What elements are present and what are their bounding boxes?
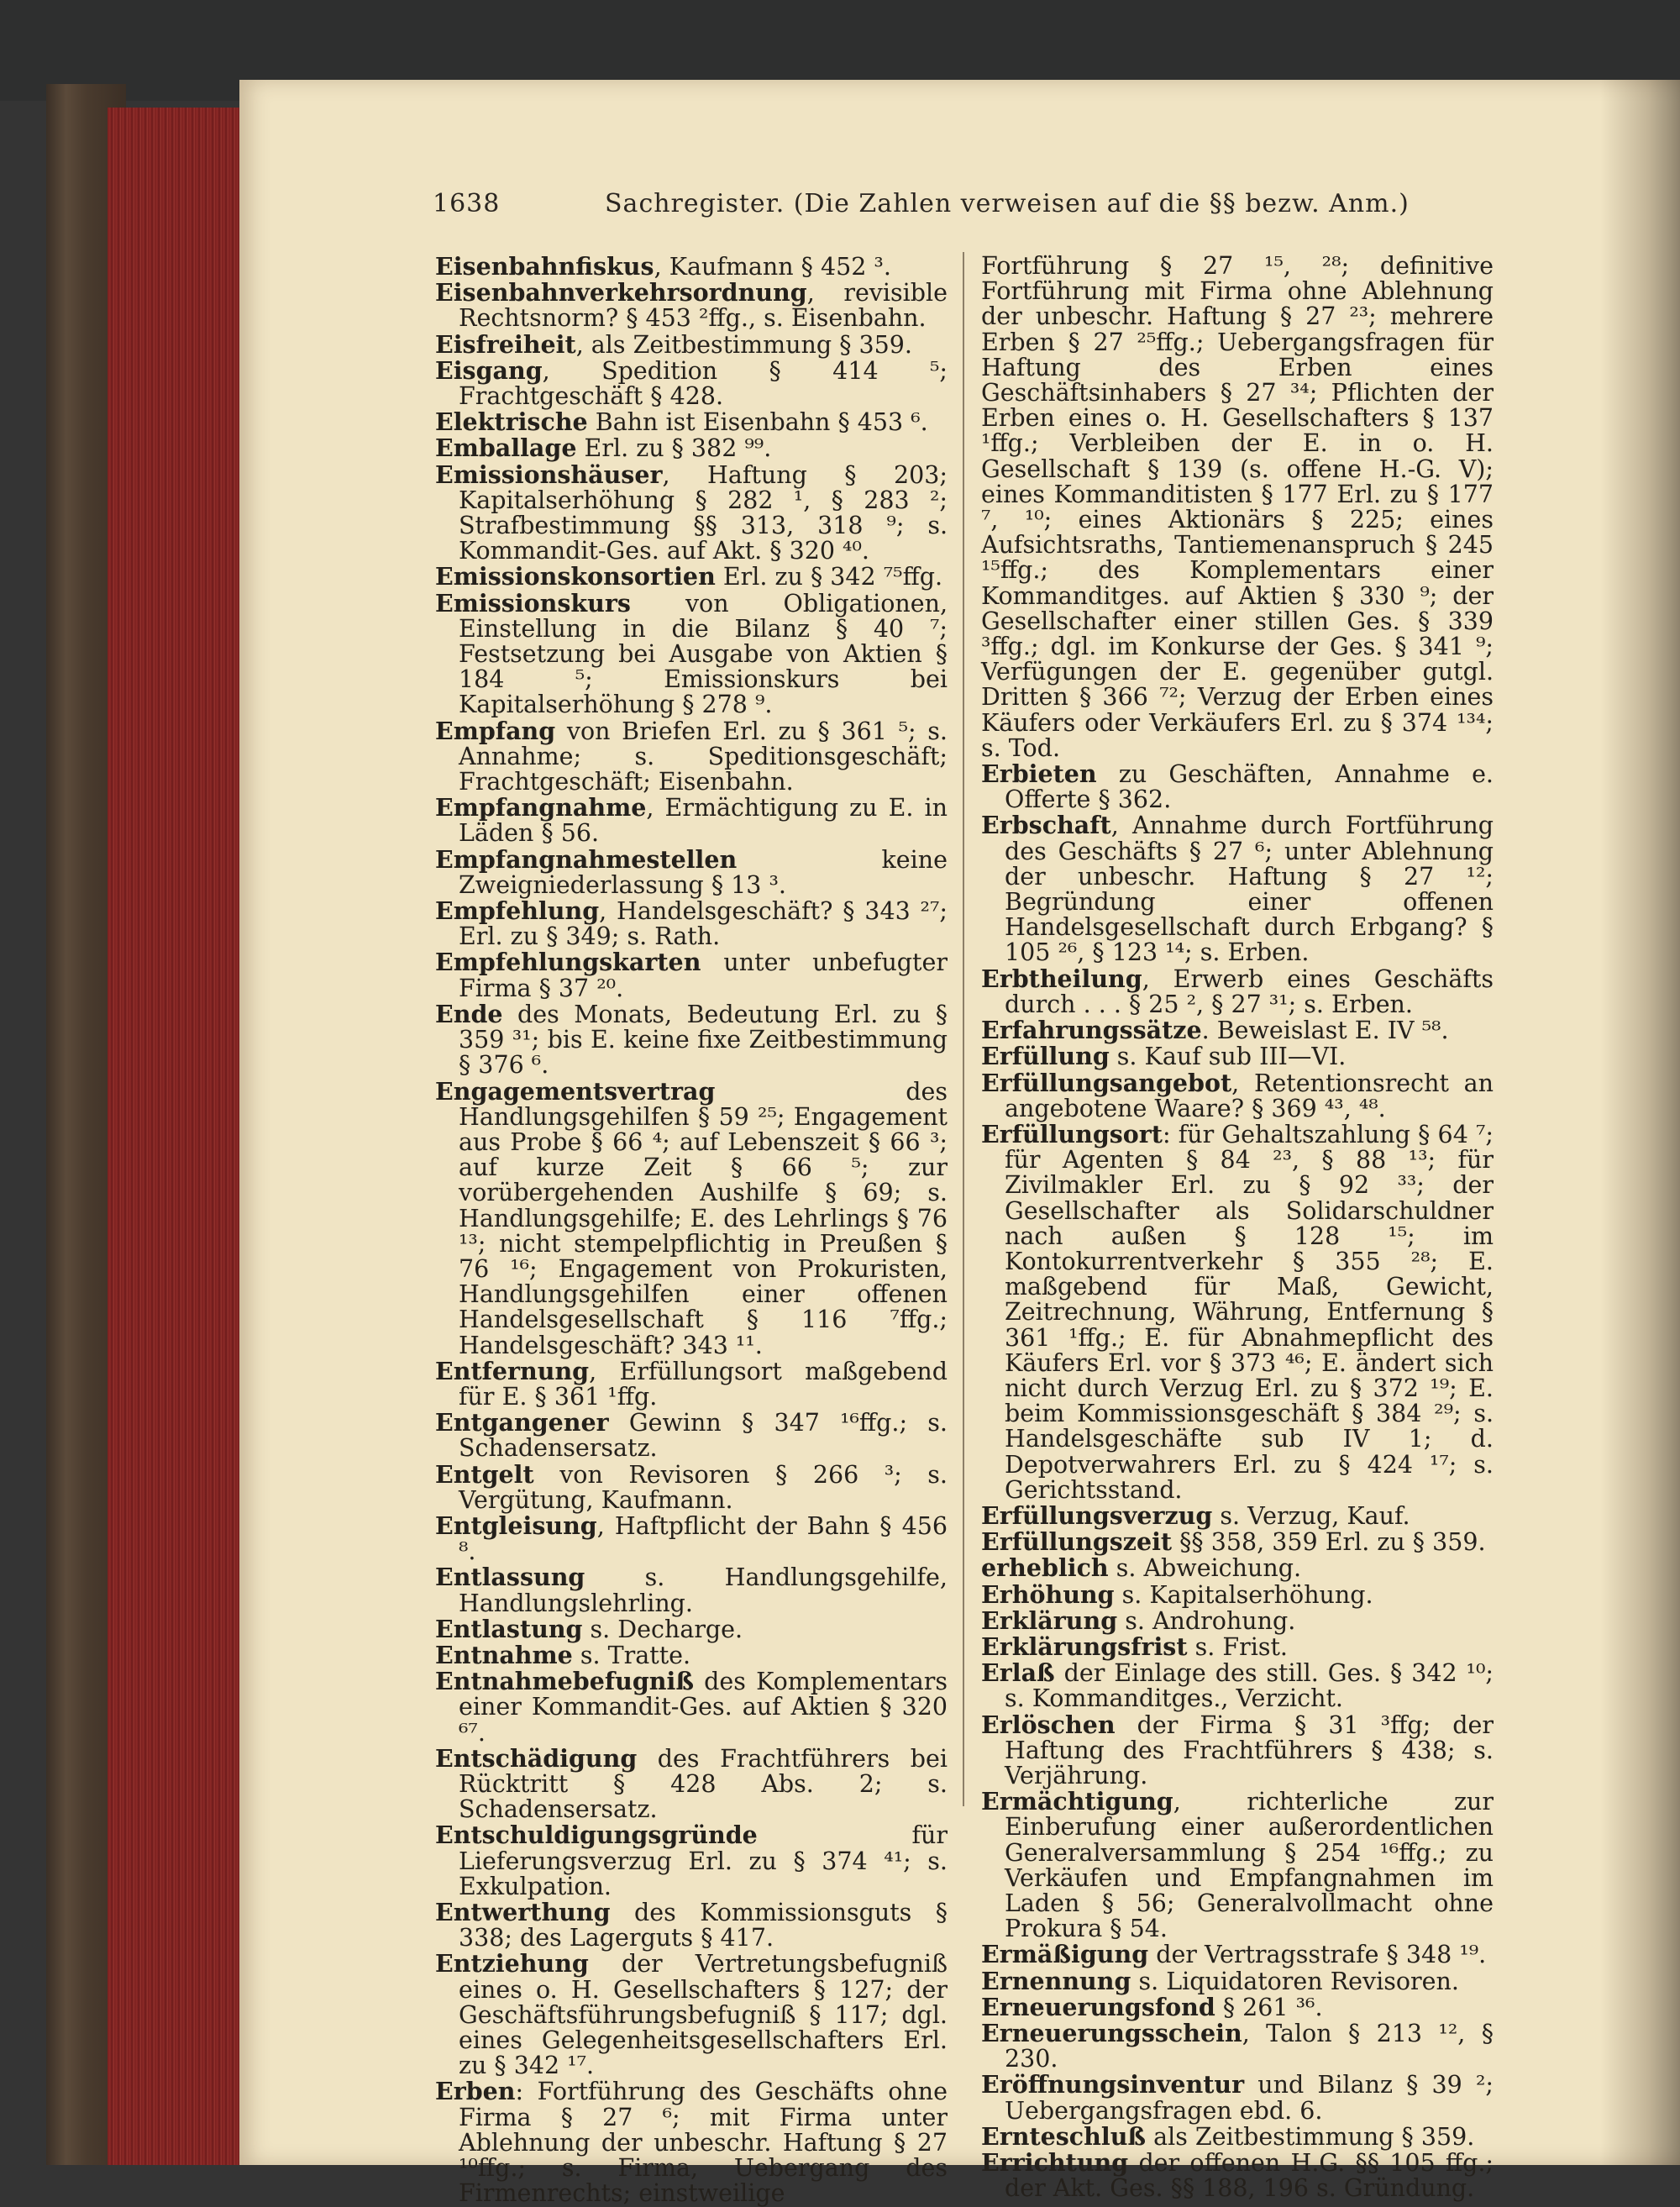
index-entry	[981, 1529, 1494, 1555]
index-entry	[435, 1668, 948, 1746]
index-keyword: Empfangnahmestellen	[435, 844, 738, 874]
index-references: der Firma § 31 ³ffg; der Haftung des Frachtführers § 438; s. Verjährung.	[1005, 1710, 1494, 1789]
index-keyword: Eröffnungsinventur	[981, 2070, 1245, 2099]
index-references: . Beweislast E. IV ⁵⁸.	[1201, 1017, 1449, 1045]
index-keyword: Eisfreiheit	[435, 329, 576, 359]
index-entry	[435, 1564, 948, 1616]
index-references: der Vertragsstrafe § 348 ¹⁹.	[1148, 1941, 1487, 1969]
index-keyword: Engagementsvertrag	[435, 1076, 716, 1106]
index-references: Erl. zu § 382 ⁹⁹.	[576, 434, 772, 463]
index-keyword: Erfahrungssätze	[981, 1016, 1202, 1045]
index-keyword: Ernteschluß	[981, 2121, 1147, 2151]
index-keyword: erheblich	[981, 1553, 1109, 1583]
index-entry	[435, 1616, 948, 1642]
index-entry	[435, 1459, 948, 1514]
index-references: s. Kapitalserhöhung.	[1114, 1580, 1373, 1609]
index-keyword: Erfüllungsverzug	[981, 1500, 1213, 1530]
index-keyword: Eisenbahnverkehrsordnung	[435, 278, 807, 307]
index-keyword: Emissionshäuser	[435, 460, 663, 489]
index-keyword: Emballage	[435, 434, 577, 463]
index-entry	[435, 1743, 948, 1824]
index-entry	[981, 812, 1494, 965]
index-keyword: Erbtheilung	[981, 964, 1142, 993]
index-keyword: Erfüllungsort	[981, 1119, 1163, 1148]
index-references: , Erfüllungsort maßgebend für E. § 361 ¹ffg.	[459, 1357, 948, 1411]
index-keyword: Erlöschen	[981, 1710, 1116, 1739]
index-entry	[981, 1555, 1494, 1581]
index-references: : Fortführung des Geschäfts ohne Firma § 27 ⁶; mit Firma unter Ablehnung der unbeschr. Haftung § 27 ¹⁰ffg.; s. Firma, Uebergang des Firmenrechts; einstweilige	[459, 2078, 948, 2207]
index-keyword: Errichtung	[981, 2148, 1129, 2178]
index-entry	[435, 588, 948, 719]
index-keyword: Entfernung	[435, 1356, 590, 1385]
index-keyword: Entnahmebefugniß	[435, 1667, 694, 1696]
index-keyword: Elektrische	[435, 407, 588, 437]
index-references: von Briefen Erl. zu § 361 ⁵; s. Annahme; s. Speditionsgeschäft; Frachtgeschäft; Eisenbahn.	[459, 717, 948, 796]
index-entry	[981, 2020, 1494, 2072]
index-entry	[435, 795, 948, 846]
gutter-shadow	[1600, 80, 1680, 2165]
index-references: s. Androhung.	[1117, 1606, 1296, 1635]
index-entry	[435, 2078, 948, 2206]
index-references: : für Gehaltszahlung § 64 ⁷; für Agenten § 84 ²³, § 88 ¹³; für Zivilmakler Erl. zu § 92 ³³; der Gesellschafter als Solidarschuldner nach außen § 128 ¹⁵; im Kontokurrentverkehr § 355 ²⁸; E. maßgebend für Maß, Gewicht, Zeitrechnung, Währung, Entfernung § 361 ¹ffg.; E. für Abnahmepflicht des Käufers Erl. vor § 373 ⁴⁶; E. ändert sich nicht durch Verzug Erl. zu § 372 ¹⁹; E. beim Kommissionsgeschäft § 384 ²⁹; s. Handelsgeschäfte sub IV 1; d. Depotverwahrers Erl. zu § 424 ¹⁷; s. Gerichtsstand.	[1005, 1120, 1494, 1504]
index-references: , Handelsgeschäft? § 343 ²⁷; Erl. zu § 349; s. Rath.	[459, 897, 948, 951]
index-keyword: Entnahme	[435, 1640, 573, 1669]
index-references: § 261 ³⁶.	[1215, 1993, 1323, 2021]
index-references: s. Verzug, Kauf.	[1212, 1501, 1410, 1530]
index-keyword: Empfangnahme	[435, 793, 647, 822]
index-keyword: Erben	[435, 2077, 516, 2106]
index-entry	[981, 1500, 1494, 1530]
index-references: von Revisoren § 266 ³; s. Vergütung, Kaufmann.	[459, 1460, 948, 1514]
index-references: des Handlungsgehilfen § 59 ²⁵; Engagement aus Probe § 66 ⁴; auf Lebenszeit § 66 ³; auf kurze Zeit § 66 ⁵; zur vorübergehenden Aushilfe § 69; s. Handlungsgehilfe; E. des Lehrlings § 76 ¹³; nicht stempelpflichtig in Preußen § 76 ¹⁶; Engagement von Prokuristen, Handlungsgehilfen einer offenen Handelsgesellschaft § 116 ⁷ffg.; Handelsgeschäft? 343 ¹¹.	[459, 1077, 948, 1359]
index-references: der Vertretungsbefugniß eines o. H. Gesellschafters § 127; der Geschäftsführungsbefugniß § 117; dgl. eines Gelegenheitsgesellschafters Erl. zu § 342 ¹⁷.	[459, 1950, 948, 2080]
index-references: , Ermächtigung zu E. in Läden § 56.	[459, 794, 948, 848]
index-entry	[981, 1994, 1494, 2020]
index-keyword: Emissionskonsortien	[435, 562, 716, 591]
index-keyword: Entlassung	[435, 1563, 585, 1592]
index-entry	[435, 254, 948, 280]
index-references: s. Liquidatoren Revisoren.	[1131, 1967, 1459, 1995]
index-entry	[435, 1951, 948, 2078]
index-keyword: Erbschaft	[981, 811, 1111, 840]
index-entry	[435, 1410, 948, 1461]
index-references: Bahn ist Eisenbahn § 453 ⁶.	[587, 408, 928, 437]
index-entry	[981, 1942, 1494, 1968]
index-entry	[435, 1358, 948, 1410]
index-references: des Monats, Bedeutung Erl. zu § 359 ³¹; bis E. keine fixe Zeitbestimmung § 376 ⁶.	[459, 1000, 948, 1080]
index-references: für Lieferungsverzug Erl. zu § 374 ⁴¹; s. Exkulpation.	[459, 1821, 948, 1900]
index-entry	[981, 1119, 1494, 1504]
index-keyword: Ermäßigung	[981, 1940, 1149, 1969]
index-references: der Einlage des still. Ges. § 342 ¹⁰; s. Kommanditges., Verzicht.	[1005, 1659, 1494, 1713]
index-references: s. Kauf sub III—VI.	[1109, 1043, 1347, 1071]
index-references: , Kaufmann § 452 ³.	[654, 253, 891, 281]
index-entry	[435, 1076, 948, 1359]
page-header	[433, 189, 1525, 231]
index-entry	[435, 844, 948, 899]
index-entry	[981, 1043, 1494, 1069]
index-keyword: Entgangener	[435, 1408, 609, 1437]
index-references: , Spedition § 414 ⁵; Frachtgeschäft § 428.	[459, 356, 948, 411]
index-references: Gewinn § 347 ¹⁶ffg.; s. Schadensersatz.	[459, 1409, 948, 1463]
index-references: der offenen H.G. §§ 105 ffg.; der Akt. Ges. §§ 188, 196 s. Gründung.	[1005, 2149, 1494, 2203]
index-keyword: Ernennung	[981, 1966, 1131, 1995]
index-references: , revisible Rechtsnorm? § 453 ²ffg., s. Eisenbahn.	[459, 279, 948, 333]
index-keyword: Entlastung	[435, 1614, 583, 1643]
index-entry	[981, 966, 1494, 1017]
index-entry	[435, 949, 948, 1001]
index-entry	[435, 329, 948, 359]
index-entry	[435, 1001, 948, 1079]
index-keyword: Erneuerungsfond	[981, 1992, 1215, 2021]
index-entry	[981, 1017, 1494, 1043]
page-number: 1638	[433, 189, 501, 218]
column-divider	[963, 252, 964, 1806]
index-keyword: Eisenbahnfiskus	[435, 252, 654, 281]
index-keyword: Entschädigung	[435, 1743, 638, 1773]
index-entry	[981, 1968, 1494, 1994]
index-entry	[981, 1579, 1494, 1609]
index-references: , Erwerb eines Geschäfts durch . . . § 25 ², § 27 ³¹; s. Erben.	[1005, 964, 1494, 1018]
page-edges	[108, 108, 242, 2165]
index-references: des Frachtführers bei Rücktritt § 428 Abs. 2; s. Schadensersatz.	[459, 1744, 948, 1824]
index-entry	[435, 898, 948, 949]
index-references: zu Geschäften, Annahme e. Offerte § 362.	[1005, 760, 1494, 814]
index-entry	[435, 1900, 948, 1951]
index-entry	[435, 1513, 948, 1564]
index-keyword: Erhöhung	[981, 1579, 1115, 1609]
index-entry	[435, 280, 948, 331]
index-keyword: Ende	[435, 999, 503, 1028]
index-references: des Komplementars einer Kommandit-Ges. auf Aktien § 320 ⁶⁷.	[459, 1668, 948, 1747]
index-keyword: Erfüllungszeit	[981, 1527, 1173, 1557]
index-references: keine Zweigniederlassung § 13 ³.	[459, 845, 948, 899]
index-entry	[981, 2150, 1494, 2201]
index-keyword: Erlaß	[981, 1658, 1055, 1688]
index-references: , Annahme durch Fortführung des Geschäfts § 27 ⁶; unter Ablehnung der unbeschr. Haftung § 27 ¹²; Begründung einer offenen Handelsgesellschaft durch Erbgang? § 105 ²⁶, § 123 ¹⁴; s. Erben.	[1005, 812, 1494, 967]
index-keyword: Empfehlungskarten	[435, 948, 701, 977]
index-keyword: Eisgang	[435, 355, 543, 385]
index-references: als Zeitbestimmung § 359.	[1146, 2122, 1475, 2151]
index-references: unter unbefugter Firma § 37 ²⁰.	[459, 948, 948, 1002]
index-entry	[981, 2121, 1494, 2151]
index-keyword: Empfang	[435, 716, 556, 745]
index-keyword: Ermächtigung	[981, 1787, 1173, 1816]
running-title: Sachregister. (Die Zahlen verweisen auf die §§ bezw. Anm.)	[605, 189, 1410, 218]
index-references: , als Zeitbestimmung § 359.	[575, 330, 912, 359]
index-references: s. Frist.	[1187, 1632, 1288, 1661]
index-entry	[981, 1605, 1494, 1635]
index-keyword: Erfüllungsangebot	[981, 1068, 1232, 1097]
index-column-left	[435, 254, 948, 2206]
index-references: Fortführung § 27 ¹⁵, ²⁸; definitive Fortführung mit Firma ohne Ablehnung der unbeschr. Haftung § 27 ²³; mehrere Erben § 27 ²⁵ffg.; Uebergangsfragen für Haftung des Erben eines Geschäftsinhabers § 27 ³⁴; Pflichten der Erben eines o. H. Gesellschafters § 137 ¹ffg.; Verbleiben der E. in o. H. Gesellschaft § 139 (s. offene H.-G. V); eines Kommanditisten § 177 Erl. zu § 177 ⁷, ¹⁰; eines Aktionärs § 225; eines Aufsichtsraths, Tantiemenanspruch § 245 ¹⁵ffg.; des Komplementars einer Kommanditges. auf Aktien § 330 ⁹; der Gesellschafter einer stillen Ges. § 339 ³ffg.; dgl. im Konkurse der Ges. § 341 ⁹; Verfügungen der E. gegenüber gutgl. Dritten § 366 ⁷²; Verzug der Erben eines Käufers oder Verkäufers Erl. zu § 374 ¹³⁴; s. Tod.	[981, 252, 1494, 762]
index-entry	[981, 254, 1494, 761]
index-keyword: Erklärung	[981, 1605, 1118, 1635]
index-entry	[981, 2072, 1494, 2123]
index-references: von Obligationen, Einstellung in die Bilanz § 40 ⁷; Festsetzung bei Ausgabe von Aktien § 184 ⁵; Emissionskurs bei Kapitalserhöhung § 278 ⁹.	[459, 589, 948, 719]
index-references: Erl. zu § 342 ⁷⁵ffg.	[715, 563, 943, 591]
index-entry	[435, 355, 948, 411]
index-entry	[981, 1712, 1494, 1789]
index-keyword: Erfüllung	[981, 1042, 1110, 1071]
index-references: s. Abweichung.	[1108, 1554, 1302, 1583]
index-keyword: Entgleisung	[435, 1511, 597, 1540]
index-references: s. Handlungsgehilfe, Handlungslehrling.	[459, 1563, 948, 1617]
index-entry	[435, 1642, 948, 1668]
index-entry	[435, 462, 948, 565]
index-keyword: Erbieten	[981, 759, 1097, 789]
index-entry	[981, 761, 1494, 812]
index-keyword: Entwerthung	[435, 1898, 611, 1926]
index-entry	[981, 1789, 1494, 1942]
index-keyword: Empfehlung	[435, 896, 600, 926]
index-references: §§ 358, 359 Erl. zu § 359.	[1172, 1528, 1486, 1557]
index-entry	[435, 1822, 948, 1900]
index-entry	[981, 1070, 1494, 1122]
index-references: , richterliche zur Einberufung einer außerordentlichen Generalversammlung § 254 ¹⁶ffg.; zu Verkäufen und Empfangnahmen im Laden § 56; Generalvollmacht ohne Prokura § 54.	[1005, 1788, 1494, 1943]
index-references: , Talon § 213 ¹², § 230.	[1005, 2020, 1494, 2073]
index-entry	[981, 1634, 1494, 1660]
index-column-right	[981, 254, 1494, 2201]
index-references: und Bilanz § 39 ²; Uebergangsfragen ebd. 6.	[1005, 2071, 1494, 2125]
index-entry	[435, 409, 948, 435]
index-entry	[981, 1660, 1494, 1711]
index-references: , Retentionsrecht an angebotene Waare? § 369 ⁴³, ⁴⁸.	[1005, 1069, 1494, 1122]
index-keyword: Erklärungsfrist	[981, 1632, 1188, 1661]
index-keyword: Erneuerungsschein	[981, 2019, 1242, 2048]
index-references: des Kommissionsguts § 338; des Lagerguts § 417.	[459, 1899, 948, 1952]
index-keyword: Entziehung	[435, 1949, 589, 1978]
index-references: , Haftpflicht der Bahn § 456 ⁸.	[459, 1511, 948, 1566]
index-entry	[435, 435, 948, 461]
index-references: s. Decharge.	[582, 1615, 743, 1643]
index-keyword: Entgelt	[435, 1459, 534, 1489]
index-references: s. Tratte.	[572, 1641, 691, 1669]
index-references: , Haftung § 203; Kapitalserhöhung § 282 ¹, § 283 ²; Strafbestimmung §§ 313, 318 ⁹; s. Kommandit-Ges. auf Akt. § 320 ⁴⁰.	[459, 460, 948, 565]
index-keyword: Emissionskurs	[435, 588, 631, 617]
index-entry	[435, 564, 948, 590]
index-keyword: Entschuldigungsgründe	[435, 1821, 758, 1850]
index-entry	[435, 718, 948, 796]
